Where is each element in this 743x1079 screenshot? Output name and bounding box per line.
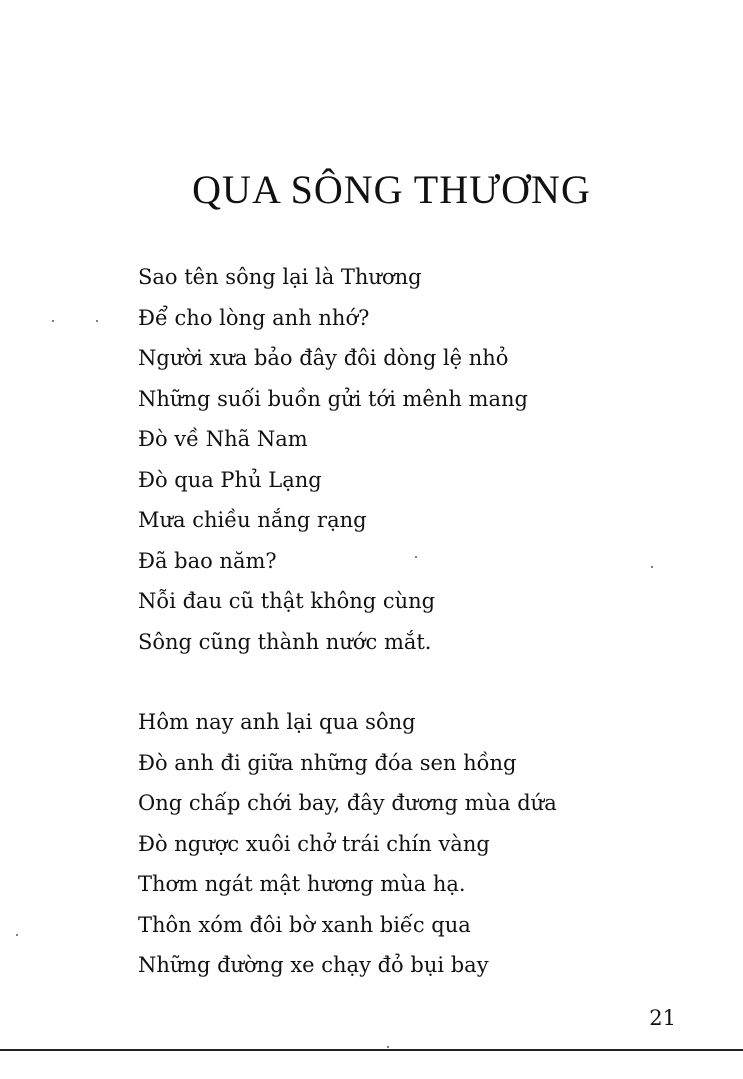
poem-line: Mưa chiều nắng rạng [138, 508, 367, 532]
poem-line: Hôm nay anh lại qua sông [138, 710, 416, 734]
poem-line: Những suối buồn gửi tới mênh mang [138, 386, 528, 411]
poem-line: Thôn xóm đôi bờ xanh biếc qua [138, 912, 471, 937]
poem-stanza-2 [138, 702, 557, 986]
poem-line: Những đường xe chạy đỏ bụi bay [138, 953, 489, 977]
scan-speck [52, 320, 54, 322]
scan-speck [415, 556, 417, 558]
poem-line: Thơm ngát mật hương mùa hạ. [138, 872, 466, 896]
poem-title: QUA SÔNG THƯƠNG [192, 167, 591, 212]
scan-speck [96, 320, 98, 322]
poem-line: Để cho lòng anh nhớ? [138, 305, 370, 330]
scan-speck [651, 566, 653, 568]
page-bottom-rule [0, 1049, 743, 1051]
poem-line: Đò anh đi giữa những đóa sen hồng [138, 750, 517, 775]
poem-line: Nỗi đau cũ thật không cùng [138, 589, 436, 613]
poem-stanza-1 [138, 257, 528, 662]
poem-line: Người xưa bảo đây đôi dòng lệ nhỏ [138, 346, 509, 370]
scan-speck [16, 934, 18, 936]
poem-line: Đò ngược xuôi chở trái chín vàng [138, 831, 490, 856]
poem-line: Sông cũng thành nước mắt. [138, 629, 432, 654]
poem-line: Đã bao năm? [138, 548, 277, 573]
poem-line: Ong chấp chới bay, đây đương mùa dứa [138, 791, 557, 815]
poem-line: Sao tên sông lại là Thương [138, 265, 422, 289]
poem-line: Đò về Nhã Nam [138, 427, 308, 451]
poem-line: Đò qua Phủ Lạng [138, 467, 322, 492]
page-number: 21 [649, 1006, 676, 1030]
scan-speck [387, 1046, 389, 1048]
